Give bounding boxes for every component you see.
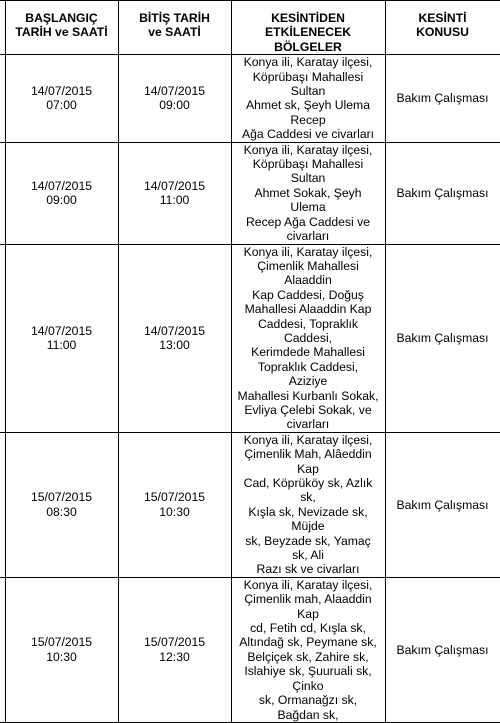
start-time: 10:30 xyxy=(46,649,77,664)
region-line: Kerimdede Mahallesi xyxy=(251,345,365,360)
end-cell xyxy=(118,55,231,142)
end-time: 10:30 xyxy=(159,504,190,519)
end-date: 14/07/2015 xyxy=(144,323,205,338)
end-cell xyxy=(118,432,231,577)
end-cell xyxy=(118,244,231,432)
header-regions-line-1: KESİNTİDEN ETKİLENECEK xyxy=(265,11,351,40)
region-line: Islahiye sk, Şuuruali sk, Çinko xyxy=(244,664,372,693)
start-date: 15/07/2015 xyxy=(31,635,92,650)
region-line: Konya ili, Karatay ilçesi, xyxy=(243,244,373,259)
region-line: Caddesi, Topraklık Caddesi, xyxy=(257,316,359,345)
regions-cell xyxy=(231,432,385,577)
region-line: Ağa Caddesi ve civarları xyxy=(241,127,375,142)
start-cell xyxy=(5,432,118,577)
end-time: 11:00 xyxy=(159,193,190,208)
region-line: cd, Fetih cd, Kışla sk, xyxy=(250,621,366,636)
start-cell xyxy=(5,55,118,142)
region-line: Konya ili, Karatay ilçesi, xyxy=(243,55,373,70)
region-line: Recep Ağa Caddesi ve xyxy=(246,214,370,229)
table-row xyxy=(0,244,500,432)
region-line: sk, Beyzade sk, Yamaç sk, Ali xyxy=(245,533,371,563)
header-start-line-1: BAŞLANGIÇ xyxy=(25,11,98,25)
regions-cell xyxy=(231,55,385,142)
table-row xyxy=(0,577,500,722)
region-line: Mahallesi Kurbanlı Sokak, xyxy=(237,388,379,403)
start-date: 14/07/2015 xyxy=(31,84,92,99)
header-end-line-1: BİTİŞ TARİH xyxy=(139,11,210,25)
header-topic-line-2: KONUSU xyxy=(416,25,469,40)
end-time: 13:00 xyxy=(159,338,190,353)
start-time: 08:30 xyxy=(46,504,77,519)
region-line: Evliya Çelebi Sokak, ve xyxy=(244,402,372,417)
end-time: 12:30 xyxy=(159,649,190,664)
topic-cell: Bakım Çalışması xyxy=(385,55,500,142)
region-line: Köprübaşı Mahallesi Sultan xyxy=(252,157,364,186)
table-row xyxy=(0,55,500,142)
start-cell xyxy=(5,244,118,432)
table-header-row xyxy=(0,1,500,55)
topic-cell: Bakım Çalışması xyxy=(385,432,500,577)
header-topic-line-1: KESİNTİ xyxy=(418,11,467,25)
end-date: 15/07/2015 xyxy=(144,635,205,650)
header-end xyxy=(118,1,231,55)
region-line: Altındağ sk, Peymane sk, xyxy=(239,635,377,650)
end-date: 15/07/2015 xyxy=(144,490,205,505)
regions-cell xyxy=(231,244,385,432)
region-line: Çimenlik mah, Alaaddin Kap xyxy=(244,592,372,621)
end-cell xyxy=(118,577,231,722)
start-date: 14/07/2015 xyxy=(31,323,92,338)
region-line: Ahmet sk, Şeyh Ulema Recep xyxy=(246,98,370,127)
topic-cell: Bakım Çalışması xyxy=(385,577,500,722)
end-cell xyxy=(118,142,231,244)
table-row xyxy=(0,142,500,244)
regions-cell xyxy=(231,142,385,244)
region-line: civarları xyxy=(286,229,330,244)
start-cell xyxy=(5,142,118,244)
header-regions-line-2: BÖLGELER xyxy=(274,39,342,54)
header-start-line-2: TARİH ve SAATİ xyxy=(15,25,108,40)
region-line: Belçiçek sk, Zahire sk, xyxy=(247,649,369,664)
region-line: Konya ili, Karatay ilçesi, xyxy=(243,432,373,447)
header-topic xyxy=(385,1,500,55)
start-time: 09:00 xyxy=(46,193,77,208)
topic-cell: Bakım Çalışması xyxy=(385,244,500,432)
region-line: Çimenlik Mah, Alâeddin Kap xyxy=(244,447,372,476)
header-start xyxy=(5,1,118,55)
region-line: Topraklık Caddesi, Aziziye xyxy=(257,359,359,389)
header-regions xyxy=(231,1,385,55)
region-line: Cad, Köprüköy sk, Azlık sk, xyxy=(243,476,373,505)
topic-cell: Bakım Çalışması xyxy=(385,142,500,244)
table-row xyxy=(0,432,500,577)
region-line: Razı sk ve civarları xyxy=(256,562,360,577)
end-date: 14/07/2015 xyxy=(144,178,205,193)
header-end-line-2: ve SAATİ xyxy=(148,25,201,40)
end-date: 14/07/2015 xyxy=(144,84,205,99)
region-line: sk, Ormanağzı sk, Bağdan sk, xyxy=(258,693,358,722)
region-line: Konya ili, Karatay ilçesi, xyxy=(243,142,373,157)
regions-cell xyxy=(231,577,385,722)
region-line: civarları xyxy=(286,417,330,432)
start-date: 14/07/2015 xyxy=(31,178,92,193)
region-line: Çimenlik Mahallesi Alaaddin xyxy=(257,258,359,288)
start-time: 07:00 xyxy=(46,98,77,113)
region-line: Konya ili, Karatay ilçesi, xyxy=(243,577,373,592)
region-line: Kap Caddesi, Doğuş xyxy=(252,287,364,302)
region-line: Köprübaşı Mahallesi Sultan xyxy=(252,69,364,99)
region-line: Ahmet Sokak, Şeyh Ulema xyxy=(254,185,362,215)
start-time: 11:00 xyxy=(46,338,77,353)
region-line: Kışla sk, Nevizade sk, Müjde xyxy=(248,504,368,534)
end-time: 09:00 xyxy=(159,98,190,113)
start-date: 15/07/2015 xyxy=(31,490,92,505)
region-line: Mahallesi Alaaddin Kap xyxy=(244,302,372,317)
start-cell xyxy=(5,577,118,722)
